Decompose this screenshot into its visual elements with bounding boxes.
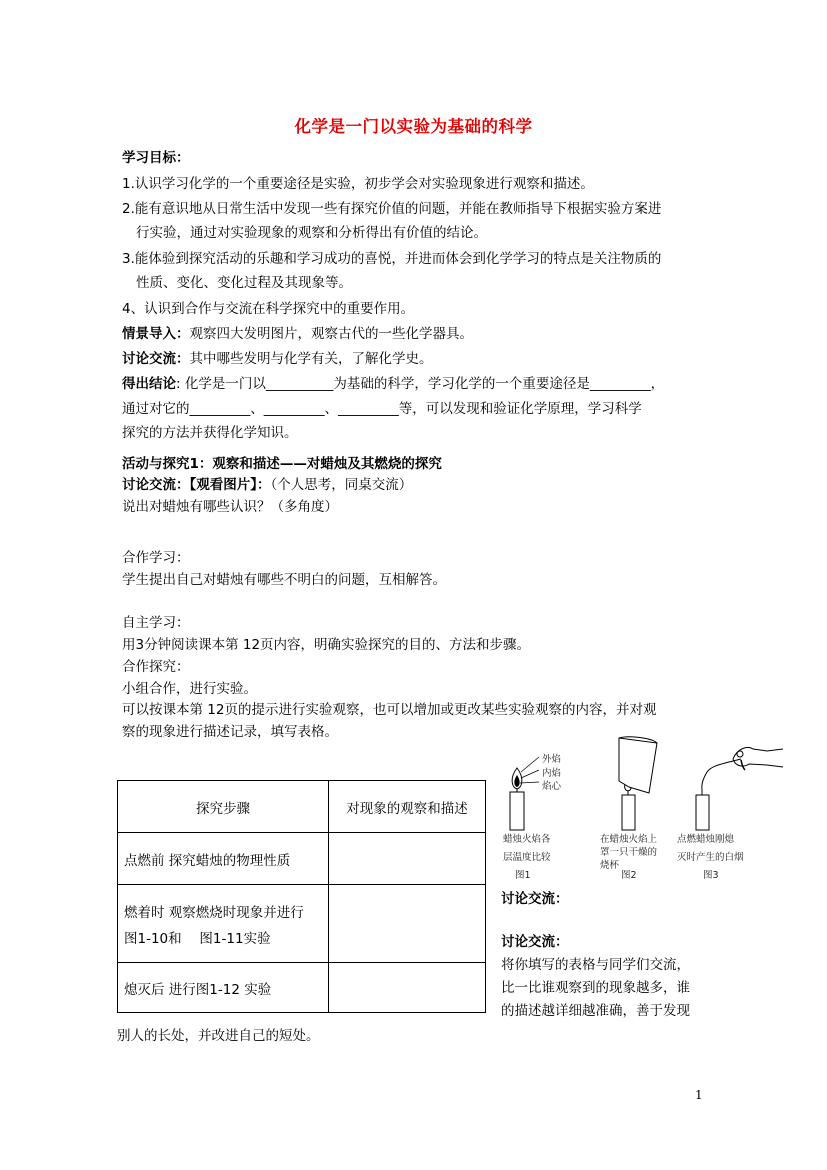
table-row xyxy=(118,833,486,885)
goal-4: 4、认识到合作与交流在科学探究中的重要作用。 xyxy=(122,301,415,317)
caption-2-line-4: 图2 xyxy=(621,870,637,881)
observation-cell-3[interactable] xyxy=(329,963,486,1013)
goal-1: 1.认识学习化学的一个重要途径是实验，初步学会对实验现象进行观察和描述。 xyxy=(122,176,594,192)
activity-discuss-line xyxy=(122,473,412,493)
explore-text: 小组合作，进行实验。 xyxy=(122,681,257,697)
note-line-1: 可以按课本第 12页的提示进行实验观察，也可以增加或更改某些实验观察的内容，并对观 xyxy=(122,702,657,718)
activity-heading: 活动与探究1：观察和描述——对蜡烛及其燃烧的探究 xyxy=(122,456,442,472)
row-burning-line-2: 图1-10和 图1-11实验 xyxy=(124,930,271,947)
closing-line: 别人的长处，并改进自己的短处。 xyxy=(117,1028,320,1044)
intro-text: 观察四大发明图片，观察古代的一些化学器具。 xyxy=(189,326,473,342)
discuss-text: 其中哪些发明与化学有关，了解化学史。 xyxy=(189,351,433,367)
header-observation: 对现象的观察和描述 xyxy=(329,781,486,833)
activity-question: 说出对蜡烛有哪些认识？（多角度） xyxy=(122,499,338,515)
header-step: 探究步骤 xyxy=(118,781,329,833)
goal-2-line-2: 行实验，通过对实验现象的观察和分析得出有价值的结论。 xyxy=(136,225,487,241)
activity-discuss-label: 讨论交流：【观看图片】： xyxy=(122,477,271,493)
goals-heading: 学习目标： xyxy=(122,150,190,166)
caption-3-line-3: 图3 xyxy=(703,870,719,881)
table-row xyxy=(118,885,486,963)
note-line-2: 察的现象进行描述记录，填写表格。 xyxy=(122,724,338,740)
goal-3-line-1: 3.能体验到探究活动的乐趣和学习成功的喜悦，并进而体会到化学学习的特点是关注物质的 xyxy=(122,251,662,267)
caption-1-line-3: 图1 xyxy=(515,870,531,881)
goal-3-line-2: 性质、变化、变化过程及其现象等。 xyxy=(136,275,352,291)
caption-1-line-1: 蜡烛火焰各 xyxy=(503,834,551,845)
side-text-3: 的描述越详细越准确，善于发现 xyxy=(501,1003,690,1019)
observation-cell-1[interactable] xyxy=(329,833,486,885)
page-title: 化学是一门以实验为基础的科学 xyxy=(294,117,533,136)
conclusion-line-2: 通过对它的_________、_________、_________等，可以发现和验证化学原理，学习科学 xyxy=(122,401,642,417)
coop-label: 合作学习： xyxy=(122,550,190,566)
discuss-label: 讨论交流： xyxy=(122,351,190,367)
conclusion-text-1: : 化学是一门以__________为基础的科学，学习化学的一个重要途径是_________， xyxy=(176,376,665,392)
table-row xyxy=(118,963,486,1013)
caption-2-line-1: 在蜡烛火焰上 xyxy=(600,834,658,845)
conclusion-line-3: 探究的方法并获得化学知识。 xyxy=(122,425,298,441)
caption-2-line-2: 罩一只干燥的 xyxy=(600,847,658,858)
label-inner-flame: 内焰 xyxy=(542,768,562,779)
candle-figure xyxy=(497,735,787,880)
side-discuss-label-1: 讨论交流： xyxy=(501,891,569,907)
table-header-row xyxy=(118,781,486,833)
experiment-table xyxy=(117,780,486,1013)
goal-2-line-1: 2.能有意识地从日常生活中发现一些有探究价值的问题，并能在教师指导下根据实验方案进 xyxy=(122,201,662,217)
observation-cell-2[interactable] xyxy=(329,885,486,963)
row-burning-line-1: 燃着时 观察燃烧时现象并进行 xyxy=(124,904,304,921)
activity-discuss-text: （个人思考，同桌交流） xyxy=(270,477,413,493)
side-text-2: 比一比谁观察到的现象越多，谁 xyxy=(501,980,690,996)
row-after-extinguish: 熄灭后 进行图1-12 实验 xyxy=(118,963,329,1013)
intro-line xyxy=(122,322,473,342)
label-flame-core: 焰心 xyxy=(542,781,562,792)
label-outer-flame: 外焰 xyxy=(542,754,562,765)
intro-label: 情景导入： xyxy=(122,326,190,342)
side-discuss-label-2: 讨论交流： xyxy=(501,934,569,950)
coop-text: 学生提出自己对蜡烛有哪些不明白的问题，互相解答。 xyxy=(122,572,446,588)
conclusion-line-1 xyxy=(122,372,664,392)
page-number: 1 xyxy=(695,1088,703,1102)
row-burning xyxy=(118,885,329,963)
conclusion-label: 得出结论 xyxy=(122,376,176,392)
caption-1-line-2: 层温度比较 xyxy=(503,852,551,863)
self-label: 自主学习： xyxy=(122,615,190,631)
row-before-lighting: 点燃前 探究蜡烛的物理性质 xyxy=(118,833,329,885)
explore-label: 合作探究： xyxy=(122,659,190,675)
caption-3-line-2: 灭时产生的白烟 xyxy=(677,852,744,863)
caption-2-line-3: 烧杯 xyxy=(600,860,620,871)
self-text: 用3分钟阅读课本第 12页内容，明确实验探究的目的、方法和步骤。 xyxy=(122,637,531,653)
side-text-1: 将你填写的表格与同学们交流， xyxy=(501,957,690,973)
discuss-line xyxy=(122,347,433,367)
caption-3-line-1: 点燃蜡烛刚熄 xyxy=(677,834,735,845)
